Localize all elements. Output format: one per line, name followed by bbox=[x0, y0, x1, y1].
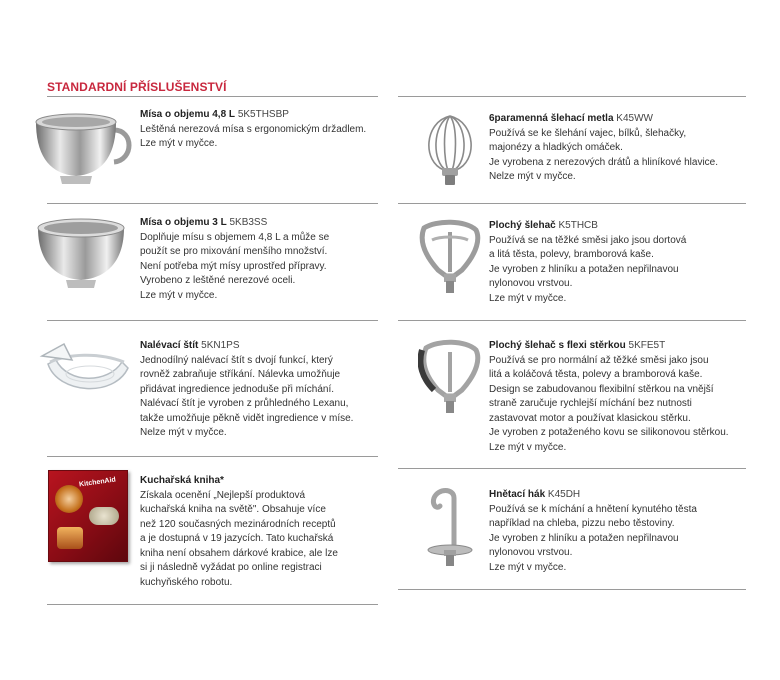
item-title: Mísa o objemu 4,8 L bbox=[140, 109, 236, 120]
item-desc-line: rovněž zabraňuje stříkání. Nálevka umožňuje bbox=[140, 369, 341, 380]
flat-beater-icon bbox=[418, 216, 482, 300]
item-code: K45DH bbox=[547, 489, 581, 500]
item-desc-line: Nelze mýt v myčce. bbox=[140, 427, 227, 438]
divider bbox=[398, 468, 746, 469]
item-desc-line: Nelze mýt v myčce. bbox=[489, 171, 576, 182]
item-title: Nalévací štít bbox=[140, 340, 199, 351]
item-desc-line: Je vyrobena z nerezových drátů a hliníkové hlavice. bbox=[489, 156, 719, 168]
item-desc-line: například na chleba, pizzu nebo těstoviny. bbox=[489, 518, 675, 529]
item-desc-line: přidávat ingredience jednoduše při míchání. bbox=[140, 383, 335, 395]
item-desc-line: Lze mýt v myčce. bbox=[489, 441, 567, 453]
divider bbox=[47, 456, 378, 457]
item-code: 5KFE5T bbox=[628, 340, 666, 351]
item-desc-line: zastavovat motor a používat klasickou stěrku. bbox=[489, 412, 691, 424]
item-desc-line: Lze mýt v myčce. bbox=[140, 289, 218, 301]
item-desc-line: Doplňuje mísu s objemem 4,8 L a může se bbox=[140, 231, 330, 243]
item-desc-line: Leštěná nerezová mísa s ergonomickým držadlem. bbox=[140, 123, 367, 135]
item-desc-line: Lze mýt v myčce. bbox=[489, 561, 567, 573]
item-title: Kuchařská kniha* bbox=[140, 475, 224, 486]
divider bbox=[398, 96, 746, 97]
item-desc-line: Vyrobeno z leštěné nerezové oceli. bbox=[140, 275, 296, 286]
item-desc-line: Lze mýt v myčce. bbox=[489, 292, 567, 304]
item-title: Plochý šlehač bbox=[489, 220, 556, 231]
item-desc-line: nylonovou vrstvou. bbox=[489, 547, 573, 558]
item-title: Plochý šlehač s flexi stěrkou bbox=[489, 340, 626, 351]
book-brand-logo: KitchenAid bbox=[78, 476, 117, 489]
item-desc-line: použít se pro mixování menšího množství. bbox=[140, 246, 328, 257]
item-desc-line: kniha není obsahem dárkové krabice, ale lze bbox=[140, 547, 338, 559]
item-code: K5THCB bbox=[558, 220, 598, 231]
divider bbox=[398, 320, 746, 321]
divider bbox=[398, 203, 746, 204]
item-desc-line: kuchařská kniha na světě". Obsahuje více bbox=[140, 504, 326, 515]
item-desc-line: Design se zabudovanou flexibilní stěrkou na vnější bbox=[489, 383, 714, 395]
food-image bbox=[57, 527, 83, 549]
cookbook-icon bbox=[48, 470, 128, 562]
item-desc-line: nylonovou vrstvou. bbox=[489, 278, 573, 289]
small-bowl-icon bbox=[34, 214, 128, 294]
section-title: STANDARDNÍ PŘÍSLUŠENSTVÍ bbox=[47, 80, 227, 94]
item-code: 5KN1PS bbox=[201, 340, 240, 351]
wire-whip-icon bbox=[418, 112, 482, 190]
item-code: 5KB3SS bbox=[229, 217, 268, 228]
item-desc-line: a je dostupná v 19 jazycích. Tato kuchařská bbox=[140, 533, 334, 544]
divider bbox=[47, 203, 378, 204]
item-desc-line: a litá těsta, polevy, bramborová kaše. bbox=[489, 249, 654, 260]
item-desc-line: majonézy a hladkých omáček. bbox=[489, 142, 623, 153]
item-desc-line: Používá se ke šlehání vajec, bílků, šlehačky, bbox=[489, 127, 687, 139]
item-desc-line: Je vyroben z potaženého kovu se silikonovou stěrkou. bbox=[489, 427, 729, 438]
divider bbox=[398, 589, 746, 590]
item-desc-line: Je vyroben z hliníku a potažen nepřilnavou bbox=[489, 263, 679, 275]
item-desc-line: kuchyňského robotu. bbox=[140, 576, 233, 588]
divider bbox=[47, 96, 378, 97]
item-title: Mísa o objemu 3 L bbox=[140, 217, 227, 228]
divider bbox=[47, 604, 378, 605]
item-title: 6paramenná šlehací metla bbox=[489, 113, 614, 124]
item-desc-line: takže umožňuje pěkně vidět ingredience v míse. bbox=[140, 412, 354, 424]
item-desc-line: litá a koláčová těsta, polevy a bramborová kaše. bbox=[489, 369, 703, 380]
food-image bbox=[89, 507, 119, 525]
item-desc-line: Získala ocenění „Nejlepší produktová bbox=[140, 489, 306, 501]
item-desc-line: Používá se pro normální až těžké směsi jako jsou bbox=[489, 354, 709, 366]
item-desc-line: Nalévací štít je vyroben z průhledného Lexanu, bbox=[140, 398, 349, 409]
bowl-with-handle-icon bbox=[30, 108, 134, 192]
food-image bbox=[55, 485, 83, 513]
dough-hook-icon bbox=[420, 484, 480, 570]
item-code: K45WW bbox=[616, 113, 653, 124]
item-desc-line: Není potřeba mýt mísy uprostřed přípravy. bbox=[140, 260, 327, 272]
item-desc-line: Lze mýt v myčce. bbox=[140, 138, 218, 149]
pouring-shield-icon bbox=[38, 332, 134, 404]
item-desc-line: si ji následně vyžádat po online registraci bbox=[140, 562, 322, 573]
item-desc-line: Jednodílný nalévací štít s dvojí funkcí, který bbox=[140, 354, 333, 366]
item-desc-line: než 120 současných mezinárodních receptů bbox=[140, 518, 336, 530]
item-title: Hnětací hák bbox=[489, 489, 546, 500]
item-desc-line: Je vyroben z hliníku a potažen nepřilnavou bbox=[489, 532, 679, 544]
item-desc-line: Používá se na těžké směsi jako jsou dortová bbox=[489, 234, 687, 246]
item-desc-line: straně zaručuje rychlejší míchání bez nutnosti bbox=[489, 398, 692, 409]
item-desc-line: Používá se k míchání a hnětení kynutého těsta bbox=[489, 503, 697, 515]
divider bbox=[47, 320, 378, 321]
flex-edge-beater-icon bbox=[418, 336, 482, 420]
item-code: 5K5THSBP bbox=[237, 109, 289, 120]
